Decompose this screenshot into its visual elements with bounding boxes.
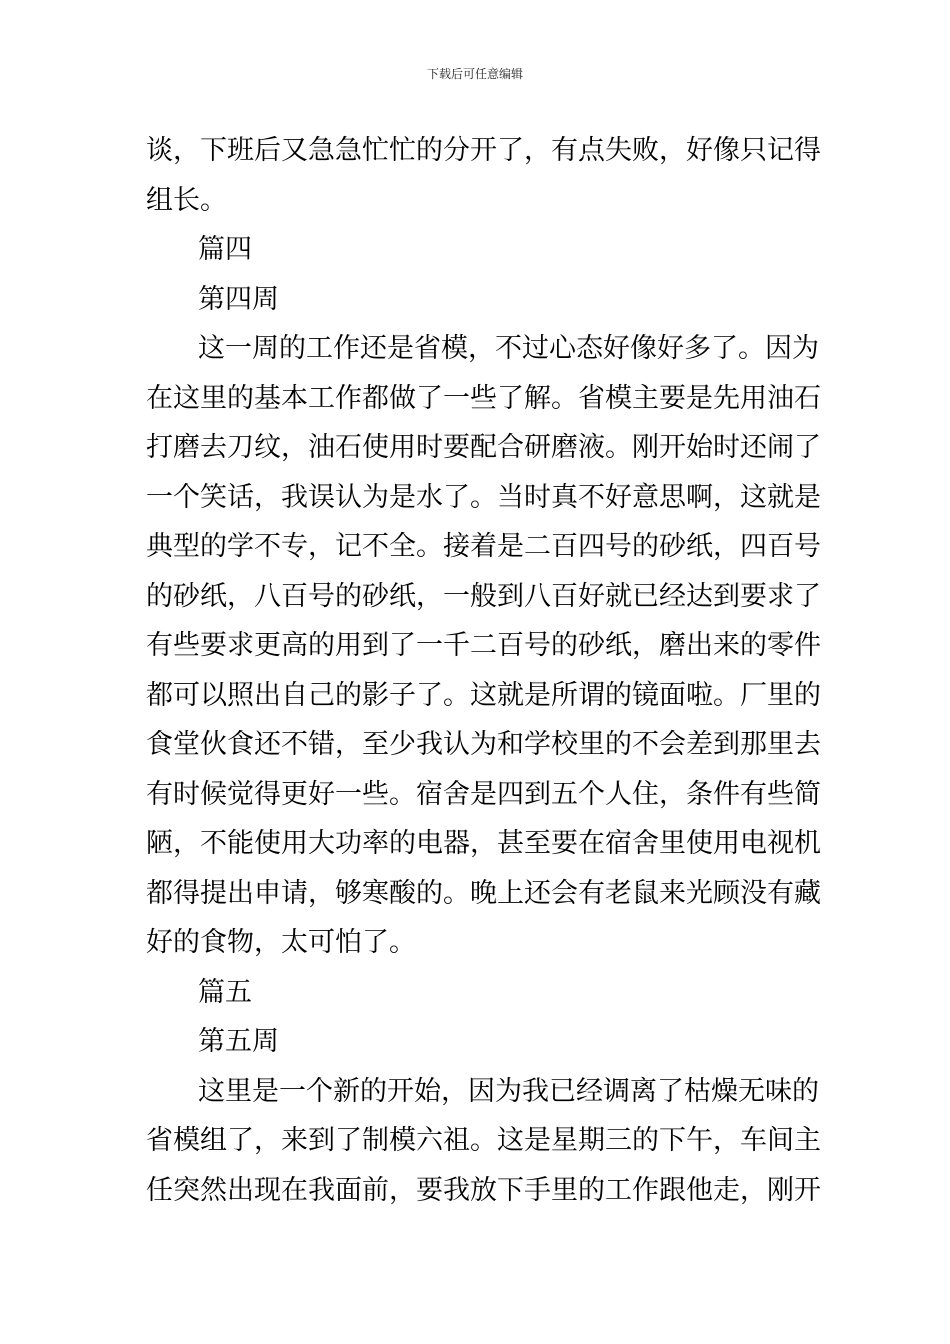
text-line: 第四周 <box>198 283 279 315</box>
text-line: 好的食物，太可怕了。 <box>146 927 416 958</box>
text-line: 典型的学不专，记不全。接着是二百四号的砂纸，四百号 <box>146 531 821 562</box>
text-line: 一个笑话，我误认为是水了。当时真不好意思啊，这就是 <box>146 481 821 513</box>
text-line: 的砂纸，八百号的砂纸，一般到八百好就已经达到要求了 <box>146 580 821 612</box>
text-line: 谈，下班后又急急忙忙的分开了，有点失败，好像只记得 <box>146 135 821 166</box>
text-line: 打磨去刀纹，油石使用时要配合研磨液。刚开始时还闹了 <box>146 432 821 463</box>
text-line: 篇四 <box>198 234 252 265</box>
text-line: 有时候觉得更好一些。宿舍是四到五个人住，条件有些简 <box>146 778 821 810</box>
text-line: 都可以照出自己的影子了。这就是所谓的镜面啦。厂里的 <box>146 679 821 711</box>
text-line: 在这里的基本工作都做了一些了解。省模主要是先用油石 <box>146 382 821 414</box>
text-line: 陋，不能使用大功率的电器，甚至要在宿舍里使用电视机 <box>146 828 821 859</box>
text-line: 有些要求更高的用到了一千二百号的砂纸，磨出来的零件 <box>146 630 821 661</box>
text-line: 第五周 <box>198 1026 279 1057</box>
text-line: 任突然出现在我面前，要我放下手里的工作跟他走，刚开 <box>146 1174 821 1206</box>
text-line: 篇五 <box>198 976 252 1008</box>
text-line: 食堂伙食还不错，至少我认为和学校里的不会差到那里去 <box>146 729 821 760</box>
document-body <box>146 126 821 1215</box>
text-line: 省模组了，来到了制模六祖。这是星期三的下午，车间主 <box>146 1125 821 1156</box>
text-line: 都得提出申请，够寒酸的。晚上还会有老鼠来光顾没有藏 <box>146 877 821 909</box>
text-line: 这一周的工作还是省模，不过心态好像好多了。因为 <box>198 333 819 364</box>
text-line: 组长。 <box>146 184 227 216</box>
text-line: 这里是一个新的开始，因为我已经调离了枯燥无味的 <box>198 1075 819 1107</box>
page-header: 下载后可任意编辑 <box>426 67 523 81</box>
